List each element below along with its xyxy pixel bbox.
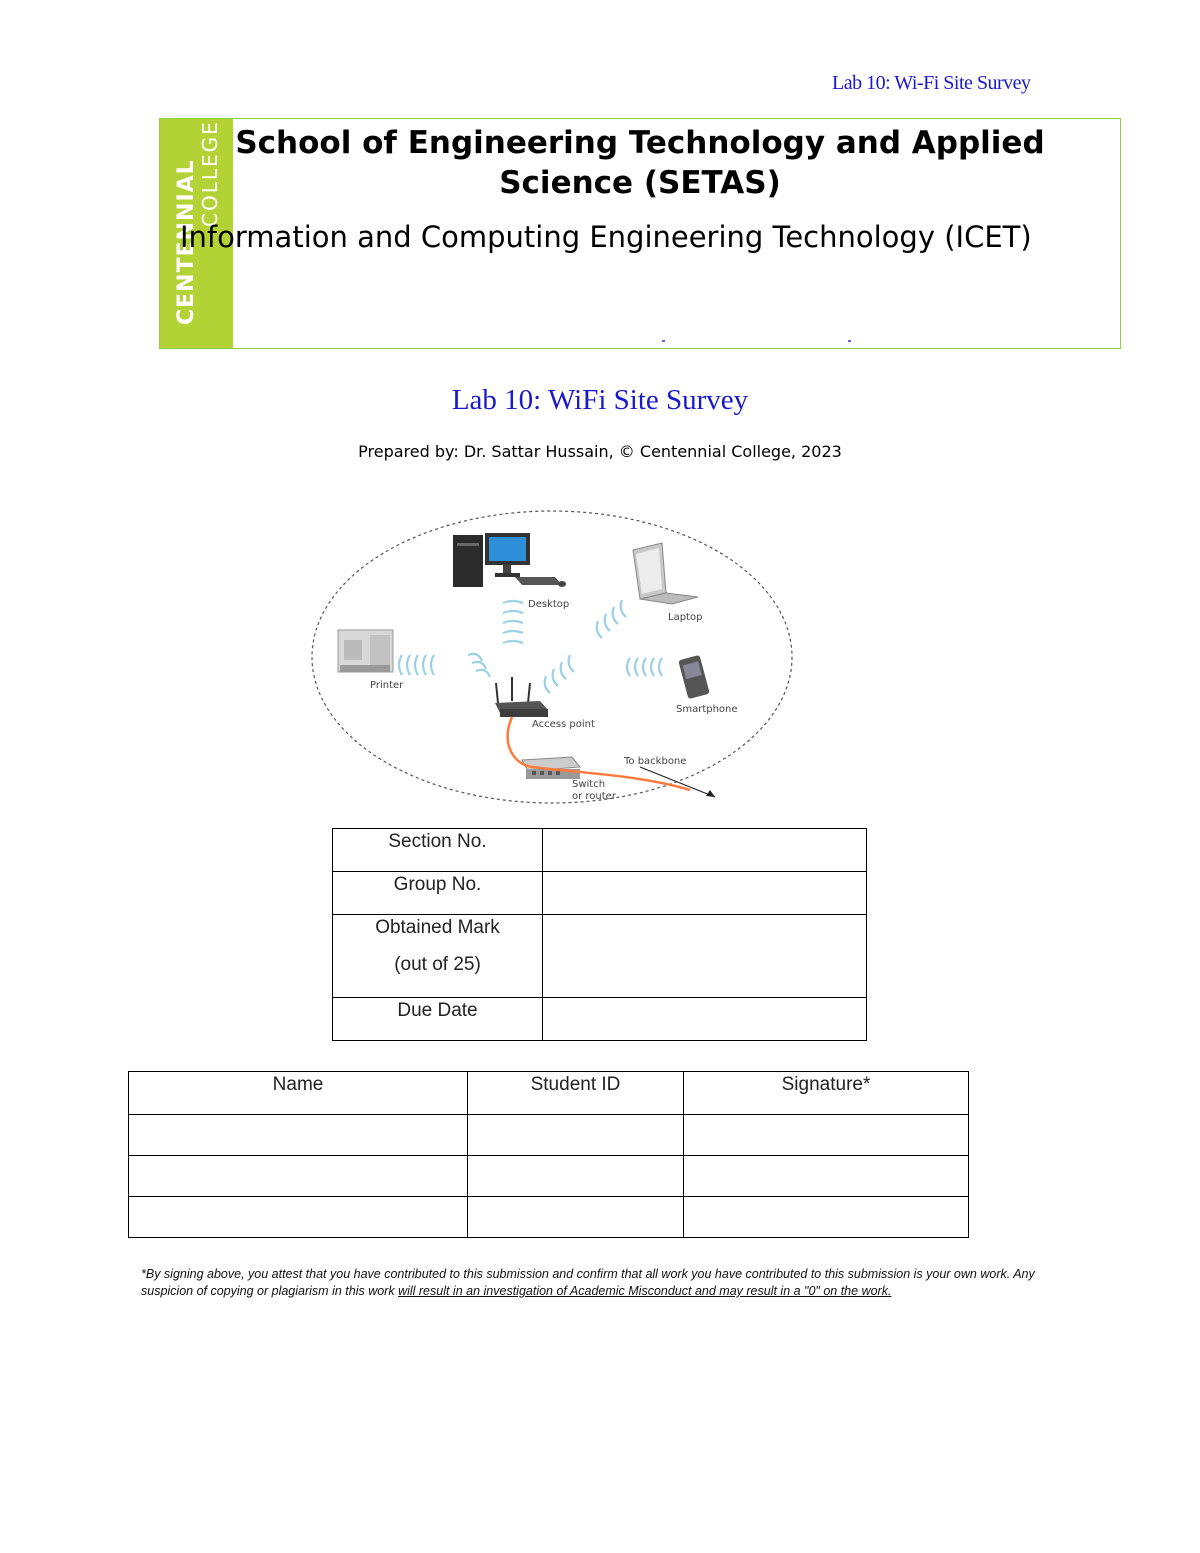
- wifi-waves-icon: [399, 600, 662, 693]
- group-value[interactable]: [543, 872, 867, 915]
- program-title: Information and Computing Engineering Technology (ICET): [180, 220, 1032, 254]
- label-laptop: Laptop: [668, 612, 703, 623]
- desktop-icon: [453, 533, 566, 587]
- obtained-mark-label: Obtained Mark (out of 25): [333, 915, 543, 998]
- access-point-icon: [495, 677, 548, 717]
- header-signature: Signature*: [684, 1072, 969, 1115]
- label-switch: Switch: [572, 779, 606, 790]
- student-id-cell[interactable]: [468, 1156, 684, 1197]
- table-row: [129, 1197, 969, 1238]
- header-student-id: Student ID: [468, 1072, 684, 1115]
- wifi-network-diagram: [300, 505, 810, 810]
- lab-title: Lab 10: WiFi Site Survey: [451, 384, 749, 416]
- group-label: Group No.: [333, 872, 543, 915]
- label-to-backbone: To backbone: [624, 756, 687, 767]
- running-header: Lab 10: Wi-Fi Site Survey: [832, 72, 1031, 94]
- label-switch-router: or router: [572, 791, 616, 802]
- signature-disclaimer: *By signing above, you attest that you have contributed to this submission and confirm that all work you have contributed to this submission is your own work. Any suspicion of copying or plagiarism in this work will result in an investigation of Academic Misconduct and may result in a "0" on the work.: [141, 1267, 1035, 1298]
- obtained-mark-value[interactable]: [543, 915, 867, 998]
- submission-info-table: [332, 828, 867, 1041]
- header-name: Name: [129, 1072, 468, 1115]
- section-value[interactable]: [543, 829, 867, 872]
- student-id-cell[interactable]: [468, 1115, 684, 1156]
- table-row: [129, 1115, 969, 1156]
- label-smartphone: Smartphone: [676, 704, 738, 715]
- name-cell[interactable]: [129, 1197, 468, 1238]
- prepared-by: Prepared by: Dr. Sattar Hussain, © Centennial College, 2023: [358, 442, 842, 461]
- label-printer: Printer: [370, 680, 404, 691]
- label-desktop: Desktop: [528, 599, 570, 610]
- due-date-label: Due Date: [333, 998, 543, 1041]
- signature-cell[interactable]: [684, 1115, 969, 1156]
- logo-word-college: COLLEGE: [198, 120, 222, 227]
- name-cell[interactable]: [129, 1156, 468, 1197]
- group-members-table: [128, 1071, 969, 1238]
- student-id-cell[interactable]: [468, 1197, 684, 1238]
- smartphone-icon: [678, 655, 710, 699]
- logo-word-centennial: CENTENNIAL: [174, 159, 199, 325]
- table-row: [129, 1156, 969, 1197]
- name-cell[interactable]: [129, 1115, 468, 1156]
- printer-icon: [338, 630, 393, 672]
- signature-cell[interactable]: [684, 1156, 969, 1197]
- due-date-value[interactable]: [543, 998, 867, 1041]
- section-label: Section No.: [333, 829, 543, 872]
- laptop-icon: [633, 543, 698, 604]
- dot-mark: [848, 340, 851, 342]
- school-title: School of Engineering Technology and Applied Science (SETAS): [235, 125, 1045, 201]
- dot-mark: [662, 340, 665, 342]
- label-access-point: Access point: [532, 719, 595, 730]
- signature-cell[interactable]: [684, 1197, 969, 1238]
